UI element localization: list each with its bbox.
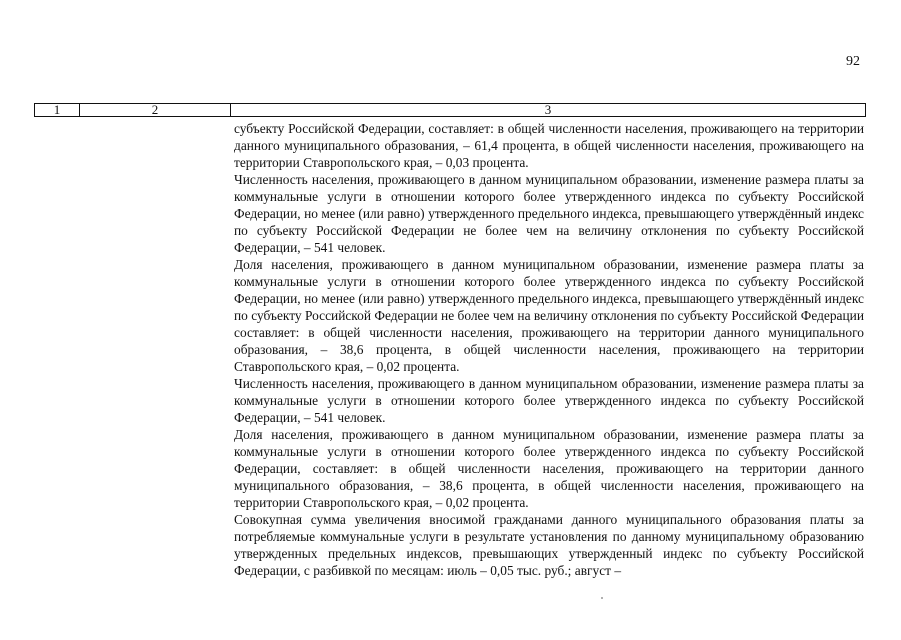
paragraph: Доля населения, проживающего в данном муниципальном образовании, изменение размера платы за коммунальные услуги в отношении которого более утвержденного индекса по субъекту Российской Федерации, составляет: в общей численности населения, проживающего на территории данного муниципального образования, – 38,6 процента, в общей численности населения, проживающего на территории Ставропольского края, – 0,02 процента. xyxy=(234,427,864,510)
paragraph: Численность населения, проживающего в данном муниципальном образовании, изменение размера платы за коммунальные услуги в отношении которого более утвержденного индекса по субъекту Российской Федерации, – 541 человек. xyxy=(234,376,864,425)
paragraph: Совокупная сумма увеличения вносимой гражданами данного муниципального образования платы за потребляемые коммунальные услуги в результате установления по данному муниципальному образованию утвержденных предельных индексов, превышающих утвержденный индекс по субъекту Российской Федерации, с разбивкой по месяцам: июль – 0,05 тыс. руб.; август – xyxy=(234,512,864,578)
table-header-cell-1: 1 xyxy=(35,104,80,116)
table-header-cell-2: 2 xyxy=(80,104,231,116)
paragraph: Доля населения, проживающего в данном муниципальном образовании, изменение размера платы за коммунальные услуги в отношении которого более утвержденного индекса по субъекту Российской Федерации, но менее (или равно) утвержденного предельного индекса, превышающего утверждённый индекс по субъекту Российской Федерации не более чем на величину отклонения по субъекту Российской Федерации составляет: в общей численности населения, проживающего на территории данного муниципального образования, – 38,6 процента, в общей численности населения, проживающего на территории Ставропольского края, – 0,02 процента. xyxy=(234,257,864,374)
table-header-cell-3: 3 xyxy=(544,102,552,117)
table-header-row xyxy=(34,103,866,117)
paragraph: субъекту Российской Федерации, составляет: в общей численности населения, проживающего на территории данного муниципального образования, – 61,4 процента, в общей численности населения, проживающего на территории Ставропольского края, – 0,03 процента. xyxy=(234,121,864,170)
page-number: 92 xyxy=(846,54,860,69)
paragraph: Численность населения, проживающего в данном муниципальном образовании, изменение размера платы за коммунальные услуги в отношении которого более утвержденного индекса по субъекту Российской Федерации, но менее (или равно) утвержденного предельного индекса, превышающего утверждённый индекс по субъекту Российской Федерации не более чем на величину отклонения по субъекту Российской Федерации, – 541 человек. xyxy=(234,172,864,255)
document-body xyxy=(234,120,864,579)
scan-speck xyxy=(601,597,603,599)
